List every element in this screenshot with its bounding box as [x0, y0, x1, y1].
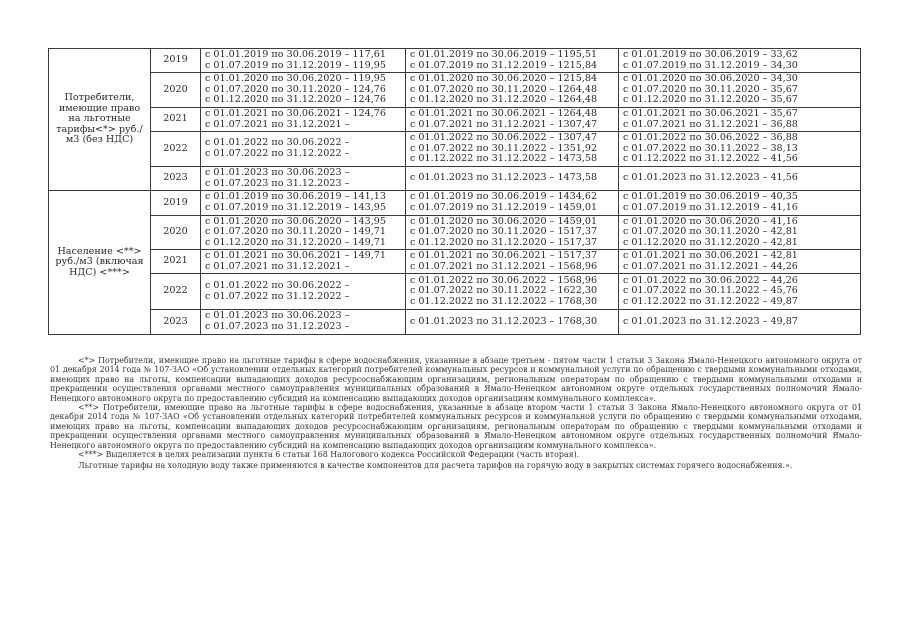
footnotes: [50, 356, 862, 471]
tariff-cell-col2: [406, 191, 619, 216]
tariff-cell-col1: [201, 191, 406, 216]
tariff-cell-col3: [619, 191, 861, 216]
tariff-period-line: с 01.01.2019 по 30.06.2019 – 117,61: [205, 48, 387, 60]
tariff-cell-col3: [619, 250, 861, 274]
tariff-cell-col2: [406, 310, 619, 335]
table-row: [49, 274, 861, 310]
tariff-period-line: с 01.07.2021 по 31.12.2021 – 44,26: [623, 260, 798, 272]
tariff-period-line: с 01.07.2021 по 31.12.2021 –: [205, 118, 350, 130]
tariff-cell-col1: [201, 108, 406, 132]
tariff-period-line: с 01.12.2020 по 31.12.2020 – 149,71: [205, 236, 387, 248]
tariff-period-line: с 01.01.2022 по 30.06.2022 – 1307,47: [410, 132, 598, 144]
tariff-period-line: с 01.01.2022 по 30.06.2022 – 36,88: [623, 132, 798, 144]
table-row: [49, 167, 861, 191]
tariff-cell-col2: [406, 274, 619, 310]
tariff-period-line: с 01.01.2023 по 30.06.2023 –: [205, 166, 350, 178]
tariff-period-line: с 01.01.2021 по 30.06.2021 – 1517,37: [410, 249, 598, 261]
footnote-3: <***> Выделяется в целях реализации пункта 6 статьи 168 Налогового кодекса Российской Федерации (часть вторая).: [78, 450, 580, 460]
year-cell: 2022: [151, 274, 201, 310]
tariff-period-line: с 01.01.2019 по 30.06.2019 – 1434,62: [410, 191, 598, 203]
tariff-cell-col2: [406, 108, 619, 132]
tariff-period-line: с 01.12.2020 по 31.12.2020 – 124,76: [205, 94, 387, 106]
tariff-period-line: с 01.07.2020 по 30.11.2020 – 1517,37: [410, 226, 598, 238]
tariff-period-line: с 01.12.2020 по 31.12.2020 – 1517,37: [410, 236, 598, 248]
tariff-cell-col2: [406, 250, 619, 274]
tariff-period-line: с 01.01.2023 по 31.12.2023 – 1768,30: [410, 315, 598, 327]
closing-paragraph: Льготные тарифы на холодную воду также применяются в качестве компонентов для расчета тарифов на горячую воду в закрытых системах горячего водоснабжения.».: [78, 461, 793, 471]
tariff-cell-col2: [406, 132, 619, 167]
table-row: [49, 310, 861, 335]
tariff-period-line: с 01.07.2021 по 31.12.2021 – 1307,47: [410, 118, 598, 130]
tariff-period-line: с 01.07.2022 по 30.11.2022 – 45,76: [623, 285, 798, 297]
tariff-cell-col1: [201, 49, 406, 73]
table-row: [49, 216, 861, 250]
tariff-period-line: с 01.01.2021 по 30.06.2021 – 1264,48: [410, 107, 598, 119]
tariff-cell-col1: [201, 167, 406, 191]
tariff-cell-col1: [201, 216, 406, 250]
tariff-cell-col2: [406, 167, 619, 191]
tariff-period-line: с 01.01.2022 по 30.06.2022 –: [205, 279, 350, 291]
tariff-period-line: с 01.01.2020 по 30.06.2020 – 1215,84: [410, 73, 598, 85]
tariff-period-line: с 01.07.2020 по 30.11.2020 – 42,81: [623, 226, 798, 238]
year-cell: 2020: [151, 216, 201, 250]
tariff-period-line: с 01.12.2020 по 31.12.2020 – 35,67: [623, 94, 798, 106]
tariff-period-line: с 01.01.2019 по 30.06.2019 – 141,13: [205, 191, 387, 203]
tariff-period-line: с 01.01.2021 по 30.06.2021 – 124,76: [205, 107, 387, 119]
table-row: [49, 132, 861, 167]
footnote-2: <**> Потребители, имеющие право на льготные тарифы в сфере водоснабжения, указанные в абзаце втором части 1 статьи 3 Закона Ямало-Ненецкого автономного округа от 01 декабря 2014 года № 107-ЗАО «Об установлении отдельных категорий потребителей коммунальных ресурсов и коммунальной услуги по обращению с твердыми коммунальными отходами, имеющих право на льготы, компенсации выпадающих доходов ресурсоснабжающим организациям, региональным операторам по обращению с твердыми коммунальными отходами и прекращении осуществления органами местного самоуправления муниципальных образований в Ямало-Ненецком автономном округе отдельных государственных полномочий Ямало-Ненецкого автономного округа по предоставлению субсидий на компенсацию выпадающих доходов организациям коммунального комплекса».: [50, 403, 862, 450]
tariff-period-line: с 01.07.2019 по 31.12.2019 – 143,95: [205, 202, 387, 213]
tariff-cell-col3: [619, 49, 861, 73]
tariff-period-line: с 01.12.2022 по 31.12.2022 – 49,87: [623, 295, 798, 307]
tariff-period-line: с 01.07.2020 по 30.11.2020 – 1264,48: [410, 83, 598, 95]
tariff-cell-col3: [619, 274, 861, 310]
tariff-cell-col1: [201, 310, 406, 335]
tariff-period-line: с 01.01.2020 по 30.06.2020 – 41,16: [623, 215, 798, 227]
table-row: [49, 73, 861, 108]
tariff-period-line: с 01.07.2022 по 31.12.2022 –: [205, 290, 350, 302]
tariff-period-line: с 01.07.2019 по 31.12.2019 – 1215,84: [410, 59, 598, 71]
tariff-cell-col1: [201, 132, 406, 167]
tariff-period-line: с 01.01.2023 по 30.06.2023 –: [205, 310, 350, 322]
tariff-period-line: с 01.01.2019 по 30.06.2019 – 33,62: [623, 48, 798, 60]
tariff-period-line: с 01.01.2020 по 30.06.2020 – 143,95: [205, 215, 387, 227]
tariff-period-line: с 01.12.2022 по 31.12.2022 – 41,56: [623, 153, 798, 165]
table-row: [49, 191, 861, 216]
table-row: [49, 49, 861, 73]
tariff-period-line: с 01.01.2020 по 30.06.2020 – 1459,01: [410, 215, 598, 227]
tariff-cell-col3: [619, 216, 861, 250]
tariff-period-line: с 01.07.2019 по 31.12.2019 – 1459,01: [410, 202, 598, 213]
year-cell: 2023: [151, 167, 201, 191]
tariff-period-line: с 01.07.2019 по 31.12.2019 – 34,30: [623, 59, 798, 71]
tariff-cell-col1: [201, 250, 406, 274]
table-row: [49, 250, 861, 274]
tariff-cell-col1: [201, 73, 406, 108]
tariff-period-line: с 01.01.2022 по 30.06.2022 –: [205, 137, 350, 149]
tariff-period-line: с 01.07.2022 по 30.11.2022 – 1351,92: [410, 142, 598, 154]
tariff-period-line: с 01.01.2021 по 30.06.2021 – 149,71: [205, 249, 387, 261]
tariff-period-line: с 01.01.2020 по 30.06.2020 – 34,30: [623, 73, 798, 85]
tariff-period-line: с 01.01.2022 по 30.06.2022 – 44,26: [623, 274, 798, 286]
tariff-period-line: с 01.07.2021 по 31.12.2021 – 36,88: [623, 118, 798, 130]
table-row: [49, 108, 861, 132]
tariff-period-line: с 01.07.2021 по 31.12.2021 –: [205, 260, 350, 272]
tariff-table: [48, 48, 861, 335]
tariff-period-line: с 01.07.2023 по 31.12.2023 –: [205, 321, 350, 332]
year-cell: 2022: [151, 132, 201, 167]
tariff-period-line: с 01.01.2021 по 30.06.2021 – 42,81: [623, 249, 798, 261]
tariff-cell-col3: [619, 310, 861, 335]
tariff-period-line: с 01.01.2023 по 31.12.2023 – 49,87: [623, 315, 798, 327]
year-cell: 2019: [151, 191, 201, 216]
tariff-period-line: с 01.12.2022 по 31.12.2022 – 1473,58: [410, 153, 598, 165]
tariff-period-line: с 01.01.2019 по 30.06.2019 – 1195,51: [410, 48, 598, 60]
tariff-period-line: с 01.07.2020 по 30.11.2020 – 124,76: [205, 83, 387, 95]
tariff-period-line: с 01.01.2019 по 30.06.2019 – 40,35: [623, 191, 798, 203]
tariff-cell-col2: [406, 73, 619, 108]
tariff-period-line: с 01.07.2022 по 31.12.2022 –: [205, 148, 350, 159]
tariff-period-line: с 01.01.2020 по 30.06.2020 – 119,95: [205, 73, 387, 85]
tariff-cell-col3: [619, 108, 861, 132]
tariff-period-line: с 01.12.2020 по 31.12.2020 – 1264,48: [410, 94, 598, 106]
tariff-period-line: с 01.07.2020 по 30.11.2020 – 149,71: [205, 226, 387, 238]
tariff-period-line: с 01.12.2020 по 31.12.2020 – 42,81: [623, 236, 798, 248]
tariff-period-line: с 01.07.2020 по 30.11.2020 – 35,67: [623, 83, 798, 95]
tariff-cell-col2: [406, 49, 619, 73]
tariff-period-line: с 01.01.2022 по 30.06.2022 – 1568,96: [410, 274, 598, 286]
year-cell: 2021: [151, 108, 201, 132]
tariff-cell-col3: [619, 73, 861, 108]
tariff-cell-col2: [406, 216, 619, 250]
year-cell: 2020: [151, 73, 201, 108]
tariff-table-body: [49, 49, 861, 335]
tariff-period-line: с 01.07.2019 по 31.12.2019 – 119,95: [205, 59, 387, 71]
footnote-1: <*> Потребители, имеющие право на льготные тарифы в сфере водоснабжения, указанные в абзаце третьем - пятом части 1 статьи 3 Закона Ямало-Ненецкого автономного округа от 01 декабря 2014 года № 107-ЗАО «Об установлении отдельных категорий потребителей коммунальных ресурсов и коммунальной услуги по обращению с твердыми коммунальными отходами, имеющих право на льготы, компенсации выпадающих доходов ресурсоснабжающим организациям, региональным операторам по обращению с твердыми коммунальными отходами и прекращении осуществления органами местного самоуправления муниципальных образований в Ямало-Ненецком автономном округе отдельных государственных полномочий Ямало-Ненецкого автономного округа по предоставлению субсидий на компенсацию выпадающих доходов организациям коммунального комплекса».: [50, 356, 862, 403]
year-cell: 2021: [151, 250, 201, 274]
consumer-group-label: Население <**> руб./м3 (включая НДС) <***>: [49, 191, 151, 335]
tariff-cell-col3: [619, 132, 861, 167]
tariff-cell-col3: [619, 167, 861, 191]
consumer-group-label: Потребители, имеющие право на льготные тарифы<*> руб./м3 (без НДС): [49, 49, 151, 191]
tariff-period-line: с 01.07.2022 по 30.11.2022 – 1622,30: [410, 285, 598, 297]
tariff-period-line: с 01.07.2021 по 31.12.2021 – 1568,96: [410, 260, 598, 272]
tariff-period-line: с 01.01.2023 по 31.12.2023 – 1473,58: [410, 172, 598, 184]
tariff-period-line: с 01.07.2023 по 31.12.2023 –: [205, 177, 350, 189]
tariff-period-line: с 01.01.2023 по 31.12.2023 – 41,56: [623, 172, 798, 184]
tariff-period-line: с 01.12.2022 по 31.12.2022 – 1768,30: [410, 295, 598, 307]
tariff-cell-col1: [201, 274, 406, 310]
tariff-period-line: с 01.07.2022 по 30.11.2022 – 38,13: [623, 142, 798, 154]
tariff-period-line: с 01.07.2019 по 31.12.2019 – 41,16: [623, 202, 798, 213]
year-cell: 2019: [151, 49, 201, 73]
tariff-period-line: с 01.01.2021 по 30.06.2021 – 35,67: [623, 107, 798, 119]
year-cell: 2023: [151, 310, 201, 335]
